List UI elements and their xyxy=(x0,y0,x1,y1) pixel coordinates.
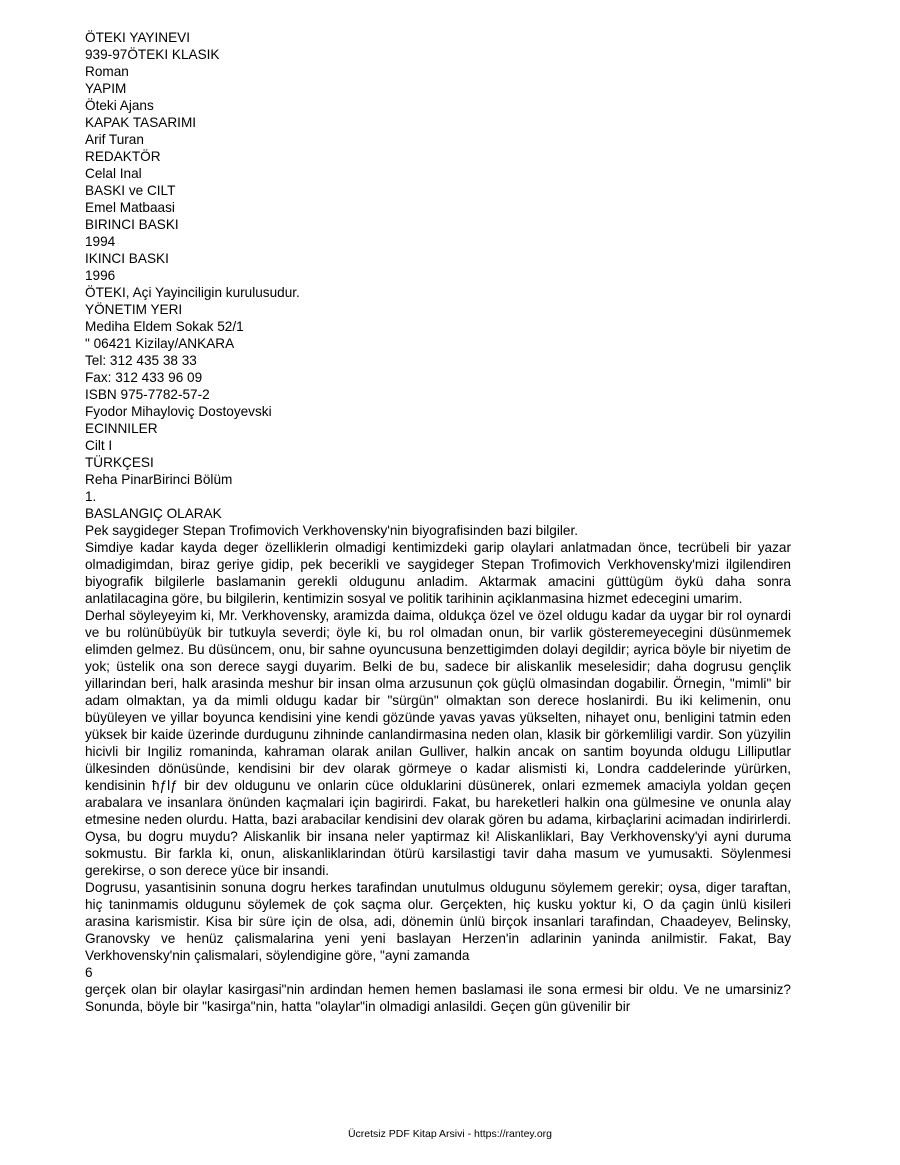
first-edition-year: 1994 xyxy=(85,234,116,249)
printing-heading: BASKI ve CILT xyxy=(85,183,176,198)
body-paragraph: Simdiye kadar kayda deger özelliklerin olmadigi kentimizdeki garip olaylari anlatmadan önce, tecrübeli bir yazar olmadigimdan, biraz geriye gidip, pek becerikli ve saygideger Stepan Trofimovich Verkhovensky'mizi ilgilendiren biyografik bilgilerle baslamanin gerekli oldugunu anladim. Aktarmak amacini güttügüm öykü daha sonra anlatilacagina göre, bu bilgilerin, kentimizin sosyal ve politik tarihinin açiklanmasina hizmet edecegini umarim. xyxy=(85,540,791,606)
translation-heading: TÜRKÇESI xyxy=(85,455,154,470)
continuation-paragraph: gerçek olan bir olaylar kasirgasi"nin ardindan hemen hemen baslamasi ile sona ermesi bir oldu. Ve ne umarsiniz? Sonunda, böyle bir "kasirga"nin, hatta "olaylar"in olmadigi anlasildi. Geçen gün güvenilir bir xyxy=(85,982,791,1014)
publisher-note: ÖTEKI, Açi Yayinciligin kurulusudur. xyxy=(85,285,300,300)
book-page xyxy=(85,29,791,1015)
translator-and-part: Reha PinarBirinci Bölüm xyxy=(85,472,233,487)
colophon-block xyxy=(85,29,791,539)
printing-value: Emel Matbaasi xyxy=(85,200,175,215)
cover-design-value: Arif Turan xyxy=(85,132,144,147)
address-line-2: " 06421 Kizilay/ANKARA xyxy=(85,336,235,351)
chapter-title: BASLANGIÇ OLARAK xyxy=(85,506,222,521)
first-edition-heading: BIRINCI BASKI xyxy=(85,217,179,232)
editor-heading: REDAKTÖR xyxy=(85,149,161,164)
address-line-1: Mediha Eldem Sokak 52/1 xyxy=(85,319,244,334)
page-footer: Ücretsiz PDF Kitap Arsivi - https://rantey.org xyxy=(347,1128,553,1140)
genre-label: Roman xyxy=(85,64,129,79)
second-edition-year: 1996 xyxy=(85,268,116,283)
production-heading: YAPIM xyxy=(85,81,127,96)
chapter-number: 1. xyxy=(85,489,97,504)
publisher-name: ÖTEKI YAYINEVI xyxy=(85,30,191,45)
series-name: 939-97ÖTEKI KLASIK xyxy=(85,47,220,62)
author-name: Fyodor Mihayloviç Dostoyevski xyxy=(85,404,272,419)
chapter-subtitle: Pek saygideger Stepan Trofimovich Verkhovensky'nin biyografisinden bazi bilgiler. xyxy=(85,523,578,538)
second-edition-heading: IKINCI BASKI xyxy=(85,251,169,266)
cover-design-heading: KAPAK TASARIMI xyxy=(85,115,197,130)
management-heading: YÖNETIM YERI xyxy=(85,302,183,317)
volume-label: Cilt I xyxy=(85,438,113,453)
body-paragraph: Dogrusu, yasantisinin sonuna dogru herkes tarafindan unutulmus oldugunu söylemem gerekir; oysa, diger taraftan, hiç taninmamis oldugunu söylemek de çok saçma olur. Gerçekten, hiç kusku yoktur ki, O da çagin ünlü kisileri arasina karismistir. Kisa bir süre için de olsa, adi, dönemin ünlü birçok insanlari tarafindan, Chaadeyev, Belinsky, Granovsky ve henüz çalismalarina yeni yeni baslayan Herzen'in adlarinin yaninda anilmistir. Fakat, Bay Verkhovensky'nin çalismalari, söylendigine göre, "ayni zamanda xyxy=(85,880,791,963)
editor-value: Celal Inal xyxy=(85,166,142,181)
phone-line: Tel: 312 435 38 33 xyxy=(85,353,197,368)
fax-line: Fax: 312 433 96 09 xyxy=(85,370,203,385)
book-title: ECINNILER xyxy=(85,421,158,436)
body-paragraph: Derhal söyleyeyim ki, Mr. Verkhovensky, aramizda daima, oldukça özel ve özel oldugu kadar da uygar bir rol oynardi ve bu rolünübüyük bir tutkuyla severdi; öyle ki, bu rol olmadan onun, bir varlik gösteremeyecegini düsünmemek elimden gelmez. Bu düsüncem, onu, bir sahne oyuncusuna benzettigimden dolayi degildir; ayrica böyle bir niyetim de yok; üstelik ona son derece saygi duyarim. Belki de bu, sadece bir aliskanlik meselesidir; daha dogrusu gençlik yillarindan beri, halk arasinda meshur bir insan olma arzusunun çok güçlü olmasindan dogabilir. Örnegin, "mimli" bir adam olmaktan, ya da mimli oldugu kadar bir "sürgün" olmaktan son derece hoslanirdi. Bu iki kelimenin, onu büyüleyen ve yillar boyunca kendisini yine kendi gözünde yavas yavas yükselten, nihayet onu, benligini tatmin eden yüksek bir kaide üzerinde durdugunu zihninde canlandirmasina neden olan, klasik bir görkemliligi vardir. Son yüzyilin hicivli bir Ingiliz romaninda, kahraman olarak anilan Gulliver, halkin ancak on santim boyunda oldugu Lilliputlar ülkesinden dönüsünde, kendisini bir dev olarak görmeye o kadar alismisti ki, Londra caddelerinde yürürken, kendisinin ħƒlƒ bir dev oldugunu ve onlarin cüce olduklarini düsünerek, onlari ezmemek amaciyla yoldan geçen arabalara ve insanlara önünden kaçmalari için bagirirdi. Fakat, bu hareketleri halkin ona gülmesine ve onunla alay etmesine neden olurdu. Hatta, bazi arabacilar kendisini dev olarak gören bu adama, kirbaçlarini acimadan indirirlerdi. Oysa, bu dogru muydu? Aliskanlik bir insana neler yaptirmaz ki! Aliskanliklari, Bay Verkhovensky'yi ayni duruma sokmustu. Bir farkla ki, onun, aliskanliklarindan ötürü karsilastigi tavir daha masum ve yumusakti. Söylenmesi gerekirse, o son derece yüce bir insandi. xyxy=(85,608,791,878)
production-value: Öteki Ajans xyxy=(85,98,154,113)
isbn-line: ISBN 975-7782-57-2 xyxy=(85,387,210,402)
page-number: 6 xyxy=(85,965,93,980)
